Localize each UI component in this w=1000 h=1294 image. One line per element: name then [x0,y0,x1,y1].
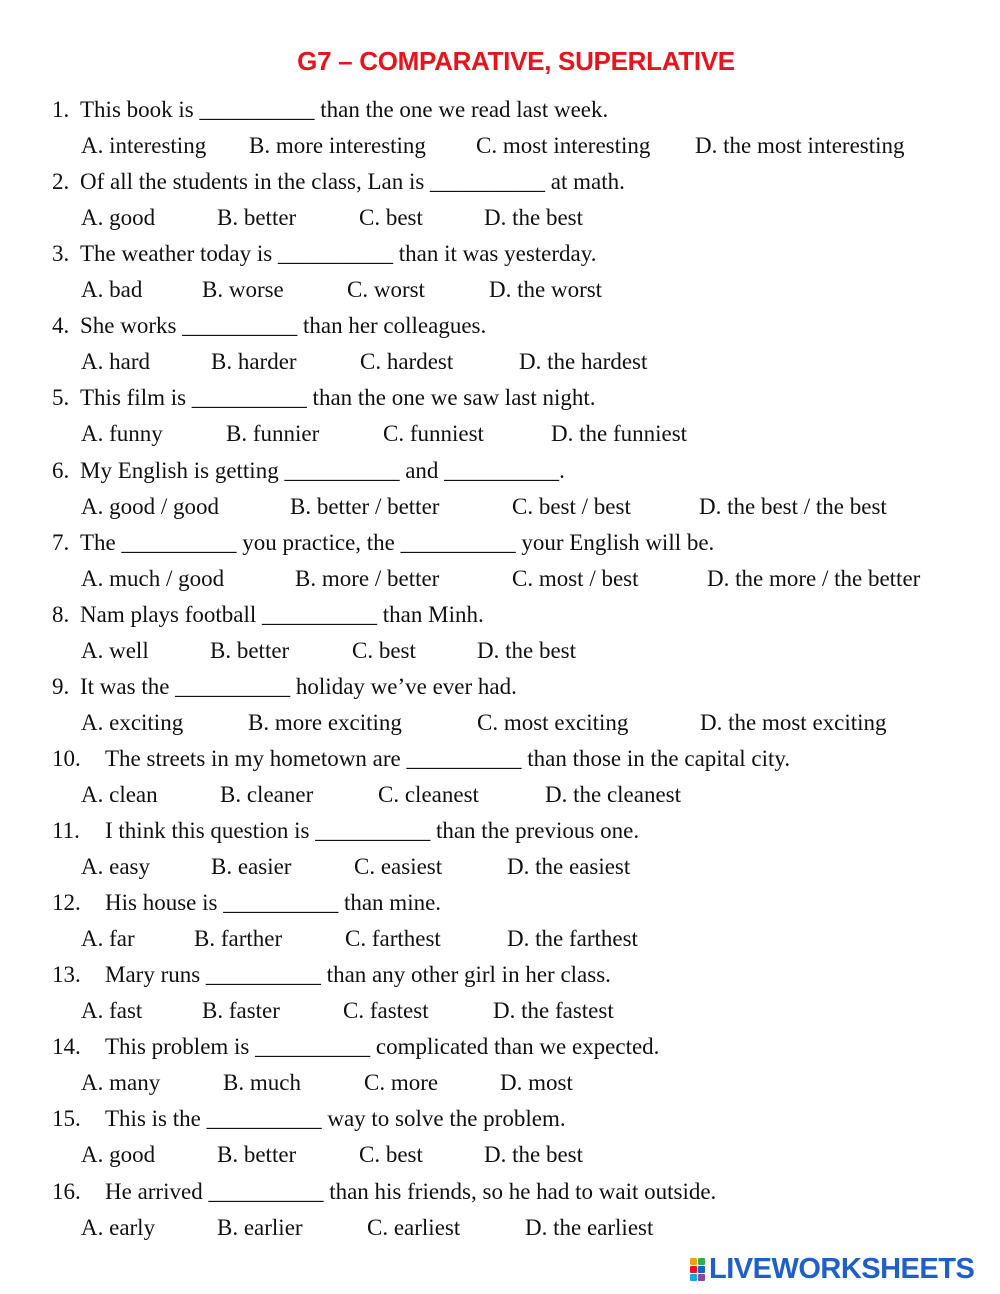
question-7 [0,528,1000,600]
option-c[interactable]: C. fastest [343,998,429,1024]
option-b[interactable]: B. faster [202,998,280,1024]
option-b[interactable]: B. better [217,205,297,231]
question-number: 7. [52,529,70,555]
question-text: I think this question is __________ than the previous one. [105,818,640,843]
option-b[interactable]: B. better [210,637,290,663]
question-number: 13. [52,962,81,988]
option-d[interactable]: D. the most interesting [695,133,905,158]
option-b[interactable]: B. better / better [290,493,440,519]
question-3 [0,239,1000,311]
option-b[interactable]: B. farther [194,926,283,952]
question-stem [52,167,625,197]
question-text: It was the __________ holiday we’ve ever had. [80,673,517,699]
option-a[interactable]: A. fast [81,998,143,1024]
question-number: 6. [52,457,70,483]
question-5 [0,383,1000,455]
question-14 [0,1032,1000,1104]
question-number: 16. [52,1178,81,1204]
question-text: This book is __________ than the one we read last week. [80,97,609,122]
question-1 [0,95,1000,167]
option-b[interactable]: B. funnier [226,421,320,447]
question-12 [0,888,1000,960]
option-c[interactable]: C. worst [347,277,425,303]
option-c[interactable]: C. most interesting [476,133,651,158]
question-number: 4. [52,313,70,339]
logo-square [698,1274,705,1281]
option-c[interactable]: C. cleanest [378,781,479,807]
option-d[interactable]: D. the hardest [519,349,648,375]
question-13 [0,960,1000,1032]
question-number: 10. [52,745,81,771]
option-a[interactable]: A. interesting [81,133,207,158]
question-stem [52,239,597,269]
option-c[interactable]: C. most / best [512,565,639,591]
option-a[interactable]: A. hard [81,349,150,375]
question-stem [52,1104,566,1134]
question-stem [52,383,596,413]
option-d[interactable]: D. the best [484,205,584,231]
option-c[interactable]: C. best [359,1142,423,1168]
option-a[interactable]: A. well [81,637,149,663]
option-a[interactable]: A. good [81,205,156,231]
question-number: 1. [52,97,70,122]
question-stem [52,528,714,558]
logo-square [690,1274,697,1281]
option-a[interactable]: A. good / good [81,493,219,519]
question-number: 14. [52,1034,81,1060]
option-b[interactable]: B. worse [202,277,284,303]
logo-square [690,1266,697,1273]
option-d[interactable]: D. the easiest [507,854,631,879]
question-number: 3. [52,241,70,267]
option-d[interactable]: D. the best [477,637,577,663]
liveworksheets-logo [690,1254,974,1284]
option-c[interactable]: C. best [352,637,416,663]
option-c[interactable]: C. farthest [345,926,441,952]
option-a[interactable]: A. early [81,1214,156,1240]
logo-square [698,1258,705,1265]
question-text: The streets in my hometown are __________ than those in the capital city. [105,745,791,771]
question-number: 12. [52,890,81,916]
question-15 [0,1104,1000,1176]
question-stem [52,95,608,125]
option-b[interactable]: B. more exciting [248,709,402,735]
option-a[interactable]: A. clean [81,781,158,807]
question-stem [52,1032,659,1062]
question-stem [52,816,639,846]
question-stem [52,600,484,630]
question-16 [0,1177,1000,1249]
question-9 [0,672,1000,744]
question-text: My English is getting __________ and __________. [80,457,565,483]
option-a[interactable]: A. funny [81,421,163,447]
question-text: Mary runs __________ than any other girl in her class. [105,962,611,988]
option-a[interactable]: A. much / good [81,565,225,591]
option-d[interactable]: D. the best [484,1142,584,1168]
option-c[interactable]: C. funniest [383,421,484,447]
option-a[interactable]: A. exciting [81,709,184,735]
option-a[interactable]: A. bad [81,277,143,303]
question-stem [52,311,486,341]
option-a[interactable]: A. many [81,1070,161,1096]
option-b[interactable]: B. more / better [295,565,440,591]
question-text: This is the __________ way to solve the problem. [105,1106,566,1132]
question-8 [0,600,1000,672]
logo-text: LIVEWORKSHEETS [709,1252,975,1285]
option-c[interactable]: C. best [359,205,423,231]
option-d[interactable]: D. the worst [489,277,603,303]
question-text: She works __________ than her colleagues. [80,313,487,339]
option-c[interactable]: C. most exciting [477,709,629,735]
question-10 [0,744,1000,816]
question-text: Of all the students in the class, Lan is __________ at math. [80,169,625,195]
question-text: This problem is __________ complicated than we expected. [105,1034,660,1060]
option-d[interactable]: D. the earliest [525,1214,654,1240]
question-number: 8. [52,601,70,627]
option-b[interactable]: B. better [217,1142,297,1168]
question-text: His house is __________ than mine. [105,890,442,916]
option-b[interactable]: B. more interesting [249,133,426,158]
option-a[interactable]: A. easy [81,854,150,879]
option-b[interactable]: B. easier [211,854,292,879]
option-d[interactable]: D. the farthest [507,926,638,952]
option-c[interactable]: C. hardest [360,349,454,375]
question-11 [0,816,1000,888]
question-text: The __________ you practice, the __________ your English will be. [80,529,715,555]
option-d[interactable]: D. the more / the better [707,565,921,591]
option-a[interactable]: A. good [81,1142,156,1168]
question-text: The weather today is __________ than it was yesterday. [80,241,597,267]
question-number: 9. [52,673,70,699]
question-stem [52,960,611,990]
option-a[interactable]: A. far [81,926,135,952]
option-d[interactable]: D. the funniest [551,421,688,447]
option-d[interactable]: D. the cleanest [545,781,682,807]
question-number: 15. [52,1106,81,1132]
option-b[interactable]: B. harder [211,349,297,375]
question-text: Nam plays football __________ than Minh. [80,601,484,627]
option-c[interactable]: C. best / best [512,493,631,519]
question-number: 11. [52,818,80,843]
option-c[interactable]: C. easiest [354,854,443,879]
logo-square [698,1266,705,1273]
option-b[interactable]: B. earlier [217,1214,303,1240]
option-d[interactable]: D. most [500,1070,573,1096]
logo-square [690,1258,697,1265]
question-stem [52,1177,716,1207]
question-stem [52,456,565,486]
option-c[interactable]: C. earliest [367,1214,461,1240]
question-stem [52,888,441,918]
question-stem [52,744,790,774]
option-c[interactable]: C. more [364,1070,439,1096]
option-b[interactable]: B. cleaner [220,781,314,807]
question-stem [52,672,517,702]
question-number: 5. [52,385,70,411]
page-title: G7 – COMPARATIVE, SUPERLATIVE [297,46,735,76]
option-d[interactable]: D. the best / the best [699,493,887,519]
question-4 [0,311,1000,383]
question-2 [0,167,1000,239]
question-text: This film is __________ than the one we saw last night. [80,385,596,411]
option-d[interactable]: D. the fastest [493,998,614,1024]
option-d[interactable]: D. the most exciting [700,709,887,735]
liveworksheets-logo-icon [690,1258,705,1281]
question-number: 2. [52,169,70,195]
option-b[interactable]: B. much [223,1070,301,1096]
question-text: He arrived __________ than his friends, so he had to wait outside. [105,1178,717,1204]
question-6 [0,456,1000,528]
